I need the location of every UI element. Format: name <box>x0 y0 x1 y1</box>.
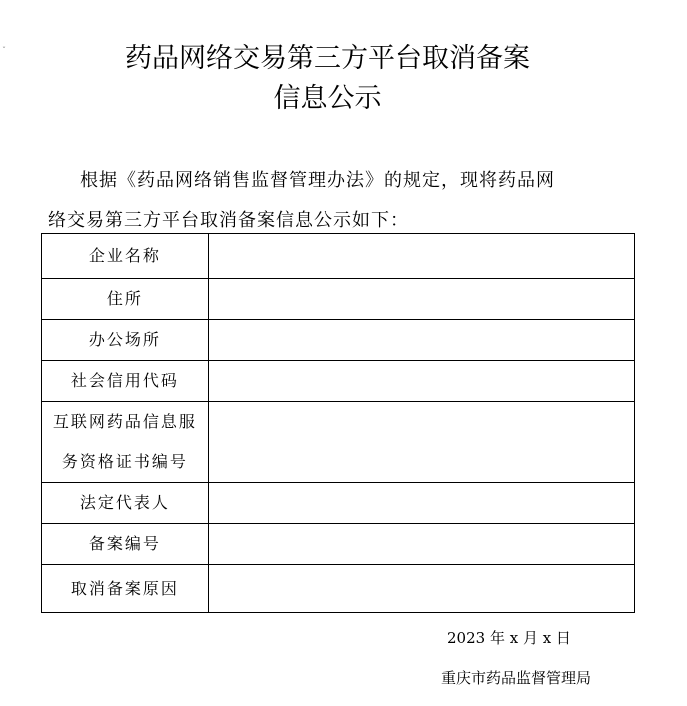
page-title-line2: 信息公示 <box>273 83 382 114</box>
row-value <box>208 320 634 361</box>
table-row-address <box>42 279 635 320</box>
row-value <box>208 279 634 320</box>
table-row-cancel-reason <box>42 565 635 613</box>
row-label-line1: 互联网药品信息服 <box>52 412 197 431</box>
signature-organization: 重庆市药品监督管理局 <box>441 669 592 687</box>
table-row-license-number <box>42 402 635 483</box>
intro-paragraph-line2: 络交易第三方平台取消备案信息公示如下： <box>48 210 409 231</box>
row-value <box>208 483 634 524</box>
row-value <box>208 524 634 565</box>
intro-paragraph-line1: 根据《药品网络销售监督管理办法》的规定，现将药品网 <box>80 170 555 191</box>
info-table <box>41 233 635 613</box>
row-label: 社会信用代码 <box>42 361 209 402</box>
row-value <box>208 361 634 402</box>
row-value <box>208 234 634 279</box>
signature-date: 2023 年 x 月 x 日 <box>447 629 571 647</box>
page-title-line1: 药品网络交易第三方平台取消备案 <box>125 43 530 74</box>
row-label <box>42 402 209 483</box>
row-label-line2: 务资格证书编号 <box>61 452 188 471</box>
table-row-legal-rep <box>42 483 635 524</box>
table-row-company-name <box>42 234 635 279</box>
row-label: 办公场所 <box>42 320 209 361</box>
table-row-filing-number <box>42 524 635 565</box>
row-label: 住所 <box>42 279 209 320</box>
row-value <box>208 565 634 613</box>
row-label: 企业名称 <box>42 234 209 279</box>
row-label: 法定代表人 <box>42 483 209 524</box>
corner-mark: ˇ <box>2 46 6 55</box>
row-value <box>208 402 634 483</box>
row-label: 取消备案原因 <box>42 565 209 613</box>
table-row-credit-code <box>42 361 635 402</box>
row-label: 备案编号 <box>42 524 209 565</box>
table-row-office <box>42 320 635 361</box>
